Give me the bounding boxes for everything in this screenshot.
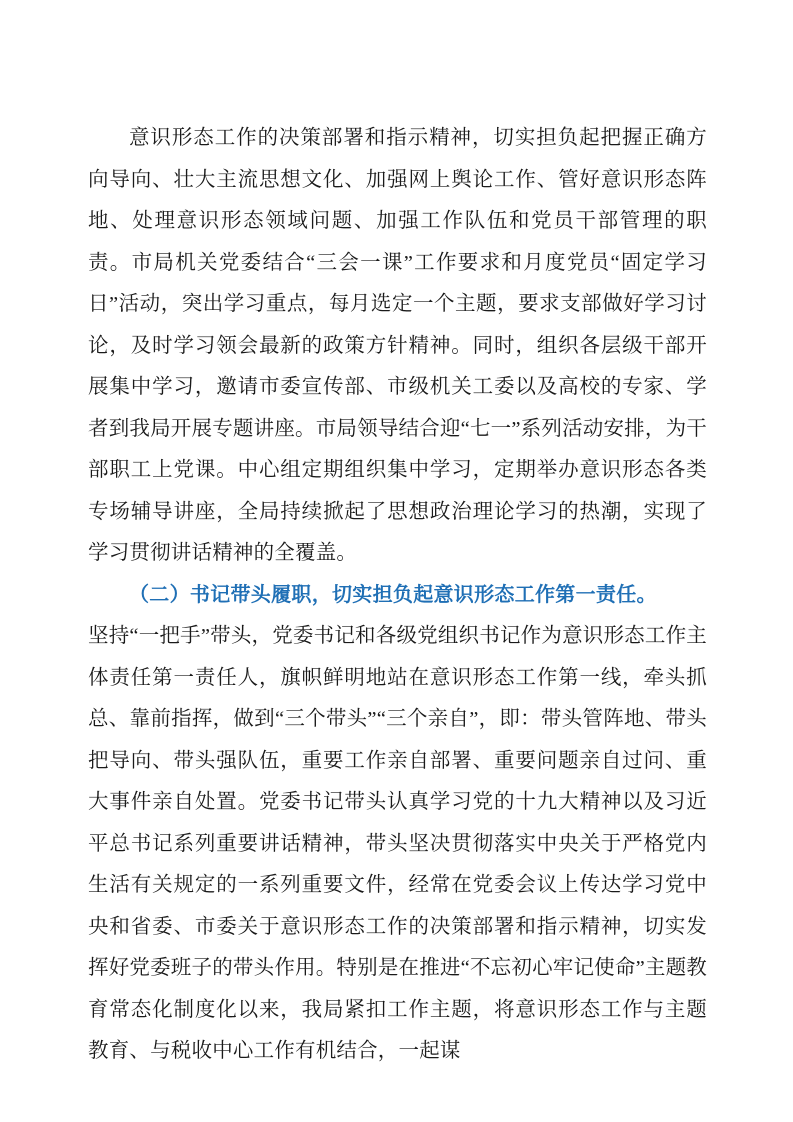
paragraph-intro: 意识形态工作的决策部署和指示精神，切实担负起把握正确方向导向、壮大主流思想文化、加强网上舆论工作、管好意识形态阵地、处理意识形态领域问题、加强工作队伍和党员干部管理的职责。市局机关党委结合“三会一课”工作要求和月度党员“固定学习日”活动，突出学习重点，每月选定一个主题，要求支部做好学习讨论，及时学习领会最新的政策方针精神。同时，组织各层级干部开展集中学习，邀请市委宣传部、市级机关工委以及高校的专家、学者到我局开展专题讲座。市局领导结合迎“七一”系列活动安排，为干部职工上党课。中心组定期组织集中学习，定期举办意识形态各类专场辅导讲座，全局持续掀起了思想政治理论学习的热潮，实现了学习贯彻讲话精神的全覆盖。 xyxy=(88,127,707,564)
paragraph-section-two-body: 坚持“一把手”带头，党委书记和各级党组织书记作为意识形态工作主体责任第一责任人，旗帜鲜明地站在意识形态工作第一线，牵头抓总、靠前指挥，做到“三个带头”“三个亲自”，即：带头管阵地、带头把导向、带头强队伍，重要工作亲自部署、重要问题亲自过问、重大事件亲自处置。党委书记带头认真学习党的十九大精神以及习近平总书记系列重要讲话精神，带头坚决贯彻落实中央关于严格党内生活有关规定的一系列重要文件，经常在党委会议上传达学习党中央和省委、市委关于意识形态工作的决策部署和指示精神，切实发挥好党委班子的带头作用。特别是在推进“不忘初心牢记使命”主题教育常态化制度化以来，我局紧扣工作主题，将意识形态工作与主题教育、与税收中心工作有机结合，一起谋 xyxy=(88,625,707,1062)
document-body xyxy=(88,118,707,1073)
section-heading-two xyxy=(88,575,707,617)
section-heading-two-text: （二）书记带头履职，切实担负起意识形态工作第一责任。 xyxy=(129,583,657,606)
